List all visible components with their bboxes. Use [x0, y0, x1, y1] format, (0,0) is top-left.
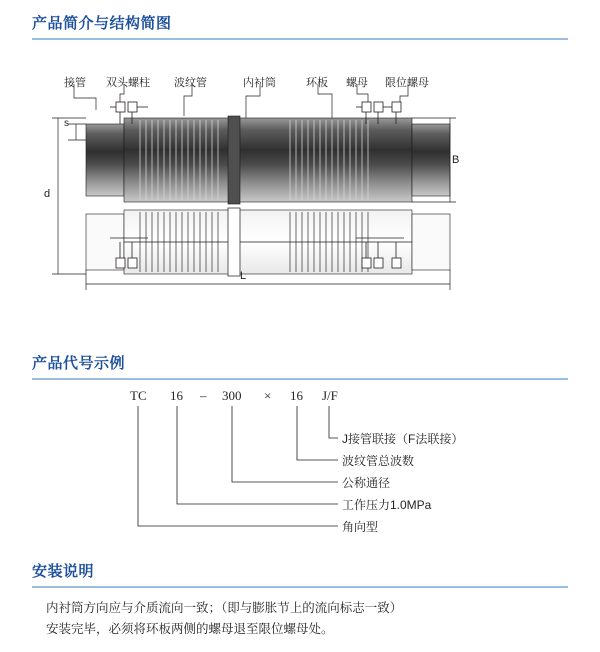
- code-description-5: 角向型: [342, 520, 379, 534]
- callout-label-5: 环板: [306, 77, 328, 89]
- dimension-label-L: L: [240, 270, 247, 282]
- callout-label-7: 限位螺母: [385, 77, 429, 89]
- section-install: [32, 560, 568, 588]
- code-description-1: J接管联接（F法联接）: [342, 432, 464, 446]
- code-token-7: J/F: [322, 388, 338, 403]
- callout-label-2: 双头螺柱: [106, 77, 150, 89]
- code-token-5: ×: [264, 388, 272, 403]
- code-leader-lines: [32, 382, 568, 532]
- structure-diagram: [32, 62, 568, 292]
- install-instructions: [46, 598, 546, 640]
- section-product-intro: [32, 12, 568, 40]
- dimension-label-s: s: [64, 118, 69, 129]
- install-line-1: 内衬筒方向应与介质流向一致；（即与膨胀节上的流向标志一致）: [46, 601, 403, 615]
- callout-label-3: 波纹管: [174, 77, 207, 89]
- code-token-3: –: [200, 388, 207, 403]
- callout-label-6: 螺母: [346, 77, 368, 89]
- code-description-3: 公称通径: [342, 476, 391, 490]
- code-description-4: 工作压力1.0MPa: [342, 498, 432, 512]
- product-code-diagram: [32, 382, 568, 532]
- callout-label-4: 内衬筒: [243, 77, 276, 89]
- callout-label-1: 接管: [64, 77, 86, 89]
- section-title-product-code: 产品代号示例: [32, 355, 126, 372]
- section-title-install: 安装说明: [32, 563, 95, 580]
- code-token-4: 300: [222, 388, 242, 403]
- code-token-2: 16: [170, 388, 183, 403]
- diagram-svg: [32, 62, 568, 292]
- code-token-1: TC: [130, 388, 147, 403]
- code-token-6: 16: [290, 388, 303, 403]
- dimension-label-d: d: [44, 188, 51, 200]
- section-divider: [32, 586, 568, 588]
- section-title-product-intro: 产品简介与结构简图: [32, 15, 172, 32]
- section-divider: [32, 378, 568, 380]
- code-description-2: 波纹管总波数: [342, 454, 415, 468]
- install-line-2: 安装完毕，必须将环板两侧的螺母退至限位螺母处。: [46, 622, 334, 636]
- dimension-label-B: B: [452, 154, 460, 166]
- section-divider: [32, 38, 568, 40]
- section-product-code: [32, 352, 568, 380]
